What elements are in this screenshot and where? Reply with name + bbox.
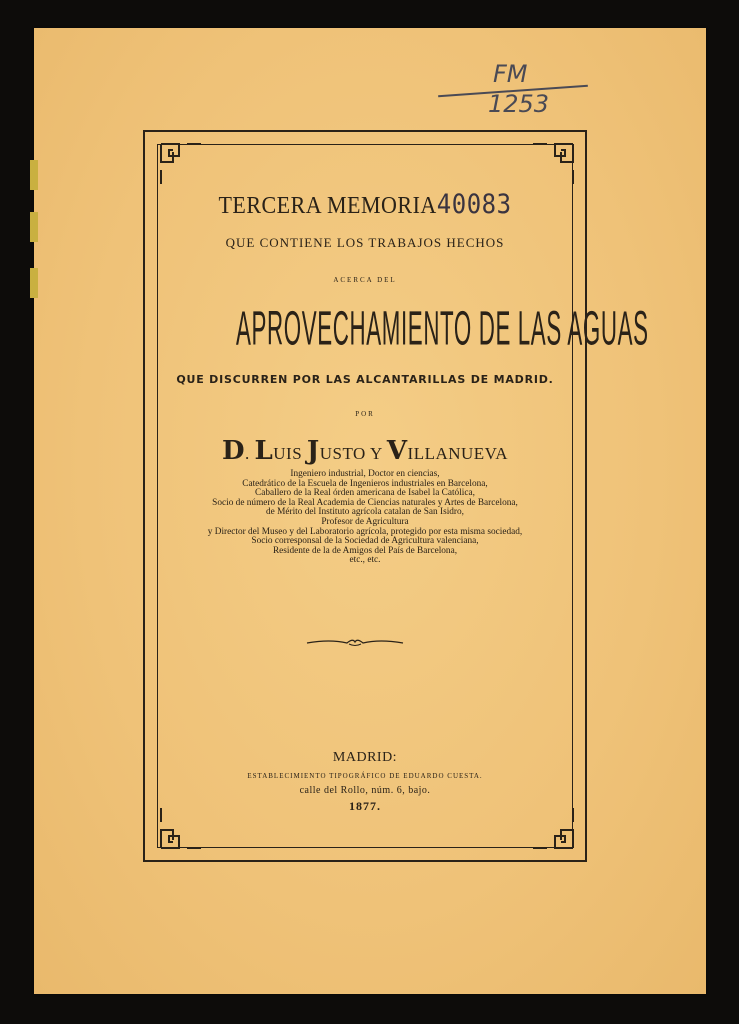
corner-ornament-icon xyxy=(157,140,203,186)
handwritten-call-number xyxy=(438,60,598,118)
imprint-year: 1877. xyxy=(349,799,381,813)
subtitle-line-2: ACERCA DEL xyxy=(333,276,397,284)
author-text: ILLANUEVA xyxy=(407,444,509,463)
flourish-ornament-icon xyxy=(305,636,405,648)
author-initial: D xyxy=(221,436,245,466)
author-initial: V xyxy=(386,436,408,466)
author-initial: J xyxy=(306,436,320,466)
author-text: USTO Y xyxy=(319,444,387,463)
title-text: TERCERA MEMORIA xyxy=(218,190,437,219)
credential-line: Caballero de la Real órden americana de Isabel la Católica, xyxy=(255,488,475,499)
credential-line: Profesor de Agricultura xyxy=(321,516,409,527)
credential-line: de Mérito del Instituto agrícola catalan de San Isidro, xyxy=(265,507,464,518)
author-text: . xyxy=(244,444,255,463)
binding-tab xyxy=(30,268,38,298)
binding-tab xyxy=(30,212,38,242)
imprint-address: calle del Rollo, núm. 6, bajo. xyxy=(299,785,431,796)
author-credentials xyxy=(157,470,573,566)
subtitle-line-3: QUE DISCURREN POR LAS ALCANTARILLAS DE MADRID. xyxy=(176,373,554,386)
subtitle-line-1: QUE CONTIENE LOS TRABAJOS HECHOS xyxy=(225,235,505,250)
credential-line: Ingeniero industrial, Doctor en ciencias, xyxy=(290,469,440,479)
imprint-place: MADRID: xyxy=(332,750,398,765)
binding-tab xyxy=(30,160,38,190)
author-name xyxy=(157,436,573,466)
credential-line: Socio corresponsal de la Sociedad de Agricultura valenciana, xyxy=(251,536,479,547)
main-title: APROVECHAMIENTO DE LAS AGUAS xyxy=(236,300,649,356)
call-number-line1: FM xyxy=(493,60,528,88)
imprint-printer: ESTABLECIMIENTO TIPOGRÁFICO DE EDUARDO CUESTA. xyxy=(247,772,483,780)
credential-line: Residente de la de Amigos del País de Barcelona, xyxy=(272,545,458,556)
credential-line: y Director del Museo y del Laboratorio agrícola, protegido por esta misma sociedad, xyxy=(207,526,523,537)
author-initial: L xyxy=(254,436,274,466)
stamped-number: 40083 xyxy=(436,188,512,220)
author-text: UIS xyxy=(273,444,307,463)
by-label: POR xyxy=(355,410,375,418)
credential-line: Catedrático de la Escuela de Ingenieros industriales en Barcelona, xyxy=(242,478,488,489)
credential-line: Socio de número de la Real Academia de Ciencias naturales y Artes de Barcelona, xyxy=(212,497,518,508)
memoir-title xyxy=(157,189,573,220)
credential-line: etc., etc. xyxy=(349,555,381,566)
corner-ornament-icon xyxy=(531,140,577,186)
call-number-line2: 1253 xyxy=(488,90,550,118)
